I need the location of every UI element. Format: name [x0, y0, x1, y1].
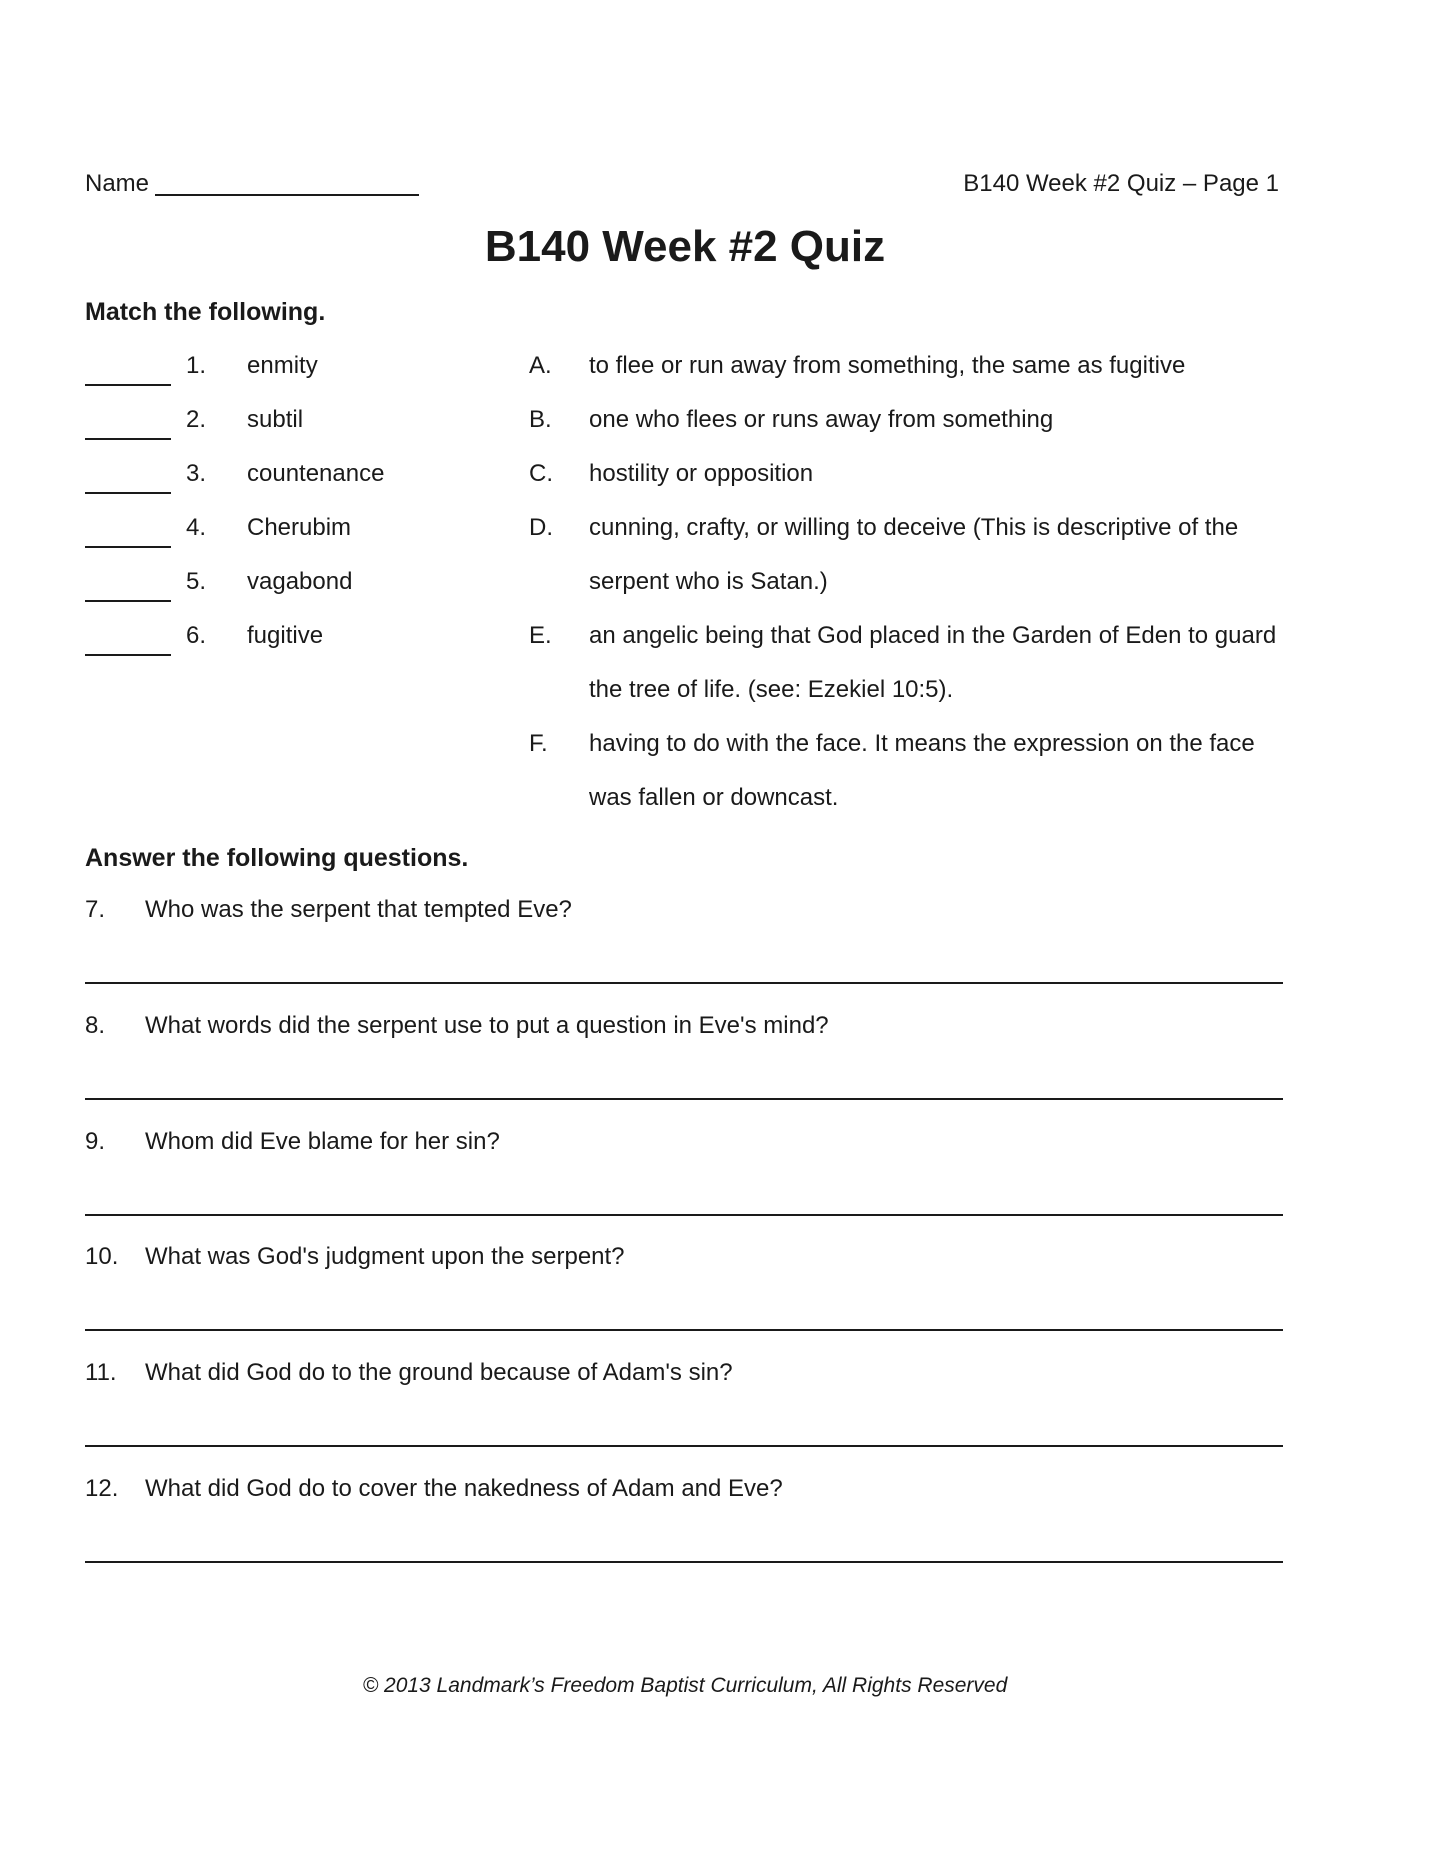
- term-number: 6.: [186, 622, 207, 649]
- page-title: B140 Week #2 Quiz: [484, 222, 886, 271]
- term-number: 3.: [186, 460, 207, 487]
- definition-text: one who flees or runs away from something: [589, 406, 1054, 433]
- definition-text: cunning, crafty, or willing to deceive (This is descriptive of the: [589, 514, 1239, 541]
- answer-line-8[interactable]: [85, 1098, 1283, 1100]
- definition-text-continued: serpent who is Satan.): [589, 568, 828, 595]
- question-number: 12.: [85, 1475, 119, 1502]
- term-word: fugitive: [247, 622, 324, 649]
- answer-line-12[interactable]: [85, 1561, 1283, 1563]
- question-number: 8.: [85, 1012, 106, 1039]
- question-text: What did God do to the ground because of Adam's sin?: [145, 1359, 733, 1386]
- term-number: 5.: [186, 568, 207, 595]
- name-label: Name: [85, 170, 150, 197]
- definition-text-continued: the tree of life. (see: Ezekiel 10:5).: [589, 676, 954, 703]
- question-text: What did God do to cover the nakedness of Adam and Eve?: [145, 1475, 783, 1502]
- definition-letter: D.: [529, 514, 553, 541]
- page-label: B140 Week #2 Quiz – Page 1: [963, 170, 1279, 197]
- question-text: Who was the serpent that tempted Eve?: [145, 896, 572, 923]
- question-text: Whom did Eve blame for her sin?: [145, 1128, 500, 1155]
- term-word: countenance: [247, 460, 385, 487]
- term-number: 2.: [186, 406, 207, 433]
- term-word: Cherubim: [247, 514, 352, 541]
- term-word: enmity: [247, 352, 318, 379]
- definition-text: an angelic being that God placed in the Garden of Eden to guard: [589, 622, 1277, 649]
- term-word: subtil: [247, 406, 304, 433]
- question-text: What was God's judgment upon the serpent?: [145, 1243, 625, 1270]
- definition-text-continued: was fallen or downcast.: [589, 784, 839, 811]
- definition-text: to flee or run away from something, the same as fugitive: [589, 352, 1186, 379]
- term-word: vagabond: [247, 568, 353, 595]
- definition-letter: A.: [529, 352, 552, 379]
- question-text: What words did the serpent use to put a question in Eve's mind?: [145, 1012, 829, 1039]
- definition-letter: C.: [529, 460, 553, 487]
- term-number: 1.: [186, 352, 207, 379]
- question-number: 11.: [85, 1359, 117, 1386]
- definition-text: hostility or opposition: [589, 460, 814, 487]
- answer-blank-6[interactable]: [85, 654, 171, 656]
- copyright-footer: © 2013 Landmark’s Freedom Baptist Curriculum, All Rights Reserved: [362, 1674, 1008, 1697]
- answer-line-9[interactable]: [85, 1214, 1283, 1216]
- definition-letter: B.: [529, 406, 552, 433]
- answer-blank-1[interactable]: [85, 384, 171, 386]
- definition-letter: F.: [529, 730, 548, 757]
- definition-letter: E.: [529, 622, 552, 649]
- term-number: 4.: [186, 514, 207, 541]
- answer-line-10[interactable]: [85, 1329, 1283, 1331]
- answer-blank-3[interactable]: [85, 492, 171, 494]
- question-number: 7.: [85, 896, 106, 923]
- answer-blank-4[interactable]: [85, 546, 171, 548]
- question-number: 9.: [85, 1128, 106, 1155]
- answer-blank-5[interactable]: [85, 600, 171, 602]
- questions-heading: Answer the following questions.: [85, 844, 469, 872]
- name-blank[interactable]: [155, 194, 419, 196]
- question-number: 10.: [85, 1243, 119, 1270]
- answer-line-7[interactable]: [85, 982, 1283, 984]
- definition-text: having to do with the face. It means the expression on the face: [589, 730, 1255, 757]
- answer-blank-2[interactable]: [85, 438, 171, 440]
- answer-line-11[interactable]: [85, 1445, 1283, 1447]
- matching-heading: Match the following.: [85, 298, 326, 326]
